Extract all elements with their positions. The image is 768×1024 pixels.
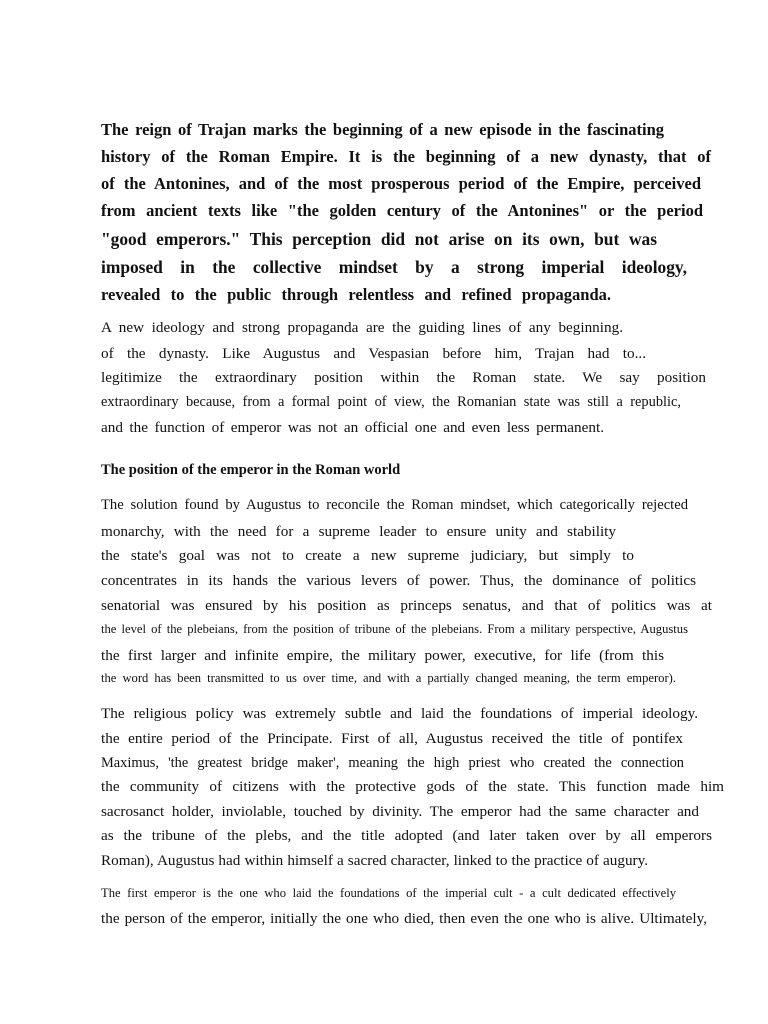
para3-line-3: Maximus, 'the greatest bridge maker', meaning the high priest who created the connection bbox=[101, 755, 684, 771]
para2-line-1: The solution found by Augustus to reconcile the Roman mindset, which categorically rejected bbox=[101, 497, 688, 513]
para4-line-1: The first emperor is the one who laid the foundations of the imperial cult - a cult dedicated effectively bbox=[101, 886, 676, 900]
intro-line-5: "good emperors." This perception did not arise on its own, but was bbox=[101, 229, 657, 249]
intro-line-3: of the Antonines, and of the most prosperous period of the Empire, perceived bbox=[101, 174, 701, 193]
para2-line-3: the state's goal was not to create a new supreme judiciary, but simply to bbox=[101, 547, 634, 564]
intro-line-1: The reign of Trajan marks the beginning of a new episode in the fascinating bbox=[101, 120, 664, 139]
para3-line-5: sacrosanct holder, inviolable, touched by divinity. The emperor had the same character and bbox=[101, 803, 699, 820]
para2-line-2: monarchy, with the need for a supreme leader to ensure unity and stability bbox=[101, 523, 616, 540]
para2-line-8: the word has been transmitted to us over time, and with a partially changed meaning, the term emperor). bbox=[101, 671, 676, 685]
para2-line-7: the first larger and infinite empire, the military power, executive, for life (from this bbox=[101, 647, 664, 664]
para2-line-5: senatorial was ensured by his position as princeps senatus, and that of politics was at bbox=[101, 597, 712, 614]
para2-line-6: the level of the plebeians, from the position of tribune of the plebeians. From a military perspective, Augustus bbox=[101, 622, 688, 636]
para3-line-2: the entire period of the Principate. First of all, Augustus received the title of pontifex bbox=[101, 730, 683, 747]
section-heading: The position of the emperor in the Roman world bbox=[101, 462, 401, 478]
para1-line-2: of the dynasty. Like Augustus and Vespasian before him, Trajan had to... bbox=[101, 345, 646, 362]
intro-line-6: imposed in the collective mindset by a strong imperial ideology, bbox=[101, 257, 687, 277]
intro-line-7: revealed to the public through relentless and refined propaganda. bbox=[101, 285, 611, 304]
intro-line-4: from ancient texts like "the golden century of the Antonines" or the period bbox=[101, 201, 703, 220]
para3-line-4: the community of citizens with the protective gods of the state. This function made him bbox=[101, 778, 724, 795]
para3-line-6: as the tribune of the plebs, and the title adopted (and later taken over by all emperors bbox=[101, 827, 712, 844]
para1-line-4: extraordinary because, from a formal point of view, the Romanian state was still a republic, bbox=[101, 394, 681, 410]
para3-line-7: Roman), Augustus had within himself a sacred character, linked to the practice of augury. bbox=[101, 852, 648, 869]
para3-line-1: The religious policy was extremely subtle and laid the foundations of imperial ideology. bbox=[101, 705, 698, 722]
para1-line-5: and the function of emperor was not an official one and even less permanent. bbox=[101, 419, 604, 436]
para1-line-3: legitimize the extraordinary position within the Roman state. We say position bbox=[101, 369, 706, 386]
para1-line-1: A new ideology and strong propaganda are the guiding lines of any beginning. bbox=[101, 319, 623, 336]
intro-line-2: history of the Roman Empire. It is the beginning of a new dynasty, that of bbox=[101, 147, 711, 166]
para2-line-4: concentrates in its hands the various levers of power. Thus, the dominance of politics bbox=[101, 572, 696, 589]
para4-line-2: the person of the emperor, initially the one who died, then even the one who is alive. Ultimately, bbox=[101, 910, 707, 927]
